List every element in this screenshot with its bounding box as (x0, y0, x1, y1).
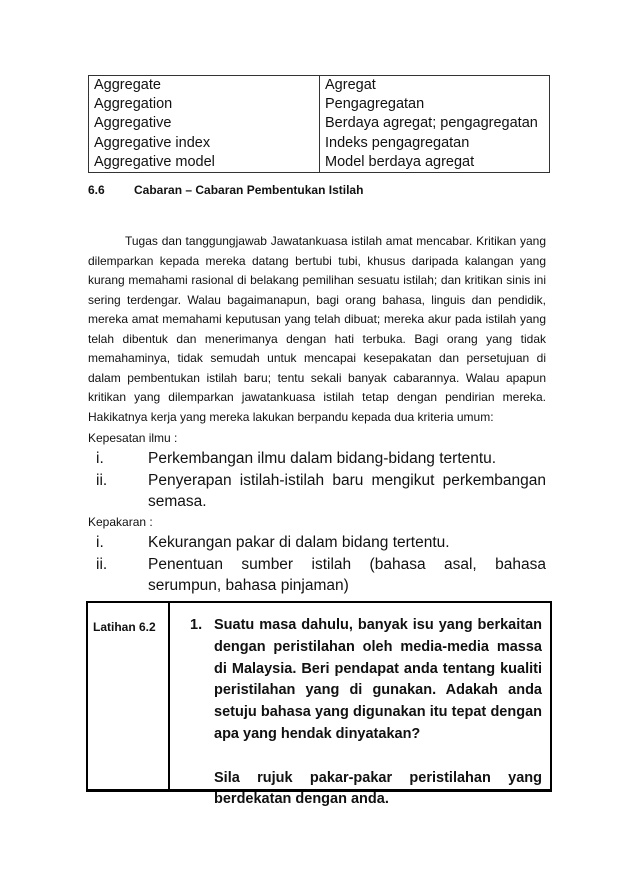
term-english: Aggregative model (89, 153, 320, 173)
exercise-label: Latihan 6.2 (93, 620, 156, 634)
term-malay: Berdaya agregat; pengagregatan (325, 115, 538, 132)
list-item (96, 448, 546, 470)
criteria-label: Kepesatan ilmu : (88, 431, 178, 445)
list-item (96, 470, 546, 513)
table-row (89, 114, 550, 133)
question-number: 1. (190, 617, 203, 633)
list-text: Penyerapan istilah-istilah baru mengikut perkembangan semasa. (148, 471, 546, 510)
list-number: i. (96, 534, 104, 551)
list-item (96, 532, 546, 554)
exercise-instruction: Sila rujuk pakar-pakar peristilahan yang berdekatan dengan anda. (214, 769, 542, 808)
question-text: Suatu masa dahulu, banyak isu yang berkaitan dengan peristilahan oleh media-media massa di Malaysia. Beri pendapat anda tentang kualiti peristilahan yang di gunakan. Adakah anda setuju bahasa yang digunakan itu tepat dengan apa yang hendak dinyatakan? (214, 617, 542, 742)
term-english: Aggregate (89, 76, 320, 96)
list-text: Perkembangan ilmu dalam bidang-bidang tertentu. (148, 450, 497, 467)
body-paragraph: Tugas dan tanggungjawab Jawatankuasa istilah amat mencabar. Kritikan yang dilemparkan kepada mereka datang bertubi tubi, khusus daripada kalangan yang kurang memahami rasional di belakang pemilihan sesuatu istilah; dan kritikan sinis ini sering terdengar. Walau bagaimanapun, bagi orang bahasa, linguis dan pendidik, mereka amat memahami keputusan yang telah dibuat; mereka akur pada istilah yang telah dibentuk dan menerimanya dengan hati terbuka. Bagi orang yang tidak memahaminya, tidak semudah untuk mencapai kesepakatan dan persetujuan di dalam pembentukan istilah baru; tentu sekali banyak cabarannya. Walau apapun kritikan yang dilemparkan jawatankuasa istilah tetap dengan pendirian mereka. Hakikatnya kerja yang mereka lakukan berpandu kepada dua kriteria umum: (88, 234, 546, 424)
list-number: i. (96, 450, 104, 467)
criteria-list (96, 532, 546, 597)
list-text: Penentuan sumber istilah (bahasa asal, bahasa serumpun, bahasa pinjaman) (148, 555, 546, 594)
list-number: ii. (96, 555, 108, 573)
exercise-label-cell (88, 603, 170, 789)
table-row (89, 95, 550, 114)
exercise-box (86, 601, 552, 808)
exercise-question (190, 615, 542, 746)
table-row (89, 134, 550, 153)
section-heading (88, 183, 363, 197)
criteria-list (96, 448, 546, 513)
term-malay: Agregat (325, 77, 376, 93)
term-malay: Indeks pengagregatan (325, 134, 470, 151)
table-row (89, 76, 550, 96)
list-text: Kekurangan pakar di dalam bidang tertentu. (148, 534, 450, 551)
term-english: Aggregation (89, 95, 320, 114)
term-english: Aggregative (89, 114, 320, 133)
table-row (89, 153, 550, 173)
term-malay: Pengagregatan (325, 96, 425, 113)
term-malay: Model berdaya agregat (325, 153, 475, 170)
list-item (96, 554, 546, 597)
criteria-label: Kepakaran : (88, 515, 153, 529)
exercise-content (190, 615, 542, 811)
section-title: Cabaran – Cabaran Pembentukan Istilah (134, 183, 364, 197)
term-english: Aggregative index (89, 134, 320, 153)
list-number: ii. (96, 471, 108, 489)
glossary-table (88, 75, 550, 173)
section-number: 6.6 (88, 183, 105, 197)
